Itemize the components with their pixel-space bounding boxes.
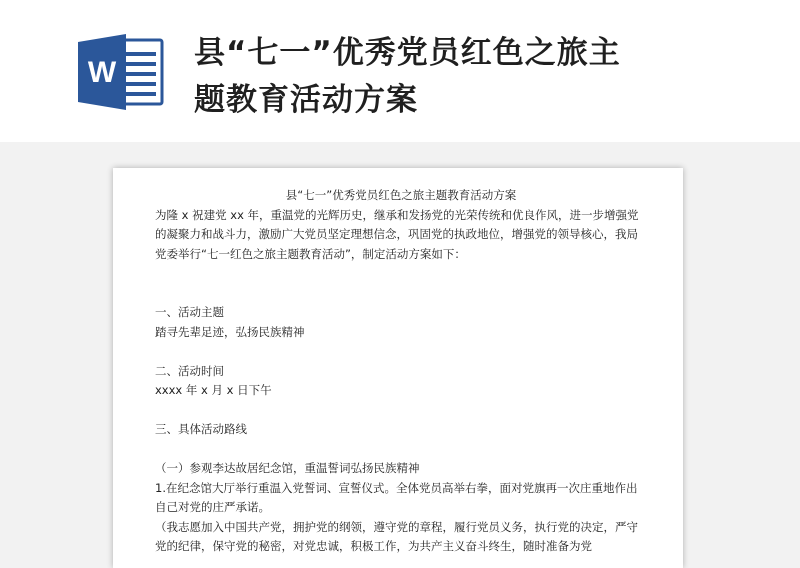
spacer (155, 264, 647, 303)
subsection-1-item-1: 1.在纪念馆大厅举行重温入党誓词、宣誓仪式。全体党员高举右拳，面对党旗再一次庄重地作出自己对党的庄严承诺。 (155, 480, 638, 514)
oath-paragraph: （我志愿加入中国共产党，拥护党的纲领，遵守党的章程，履行党员义务，执行党的决定，严守党的纪律，保守党的秘密，对党忠诚，积极工作，为共产主义奋斗终生，随时准备为党 (155, 519, 638, 553)
page-title (194, 30, 754, 124)
document-body (155, 186, 647, 557)
spacer (155, 342, 647, 362)
spacer (155, 440, 647, 460)
document-title: 县“七一”优秀党员红色之旅主题教育活动方案 (285, 188, 517, 202)
section-1-body: 踏寻先辈足迹，弘扬民族精神 (155, 324, 305, 339)
word-document-icon (76, 32, 164, 112)
section-2-heading: 二、活动时间 (155, 363, 224, 378)
word-icon-letter: W (87, 56, 117, 89)
section-3-heading: 三、具体活动路线 (155, 422, 247, 436)
intro-paragraph: 为隆 x 祝建党 xx 年，重温党的光辉历史，继承和发扬党的光荣传统和优良作风，进一步增强党的凝聚力和战斗力，激励广大党员坚定理想信念，巩固党的执政地位，增强党的领导核心，我局党委举行“七一红色之旅主题教育活动”，制定活动方案如下： (155, 207, 639, 261)
spacer (155, 401, 647, 421)
section-1-heading: 一、活动主题 (155, 305, 224, 319)
subsection-1-heading: （一）参观李达故居纪念馆，重温誓词弘扬民族精神 (155, 461, 420, 475)
document-page (113, 168, 683, 568)
title-line-2: 题教育活动方案 (194, 82, 418, 118)
header (0, 0, 800, 142)
title-line-1: 县“七一”优秀党员红色之旅主 (194, 35, 621, 71)
section-2-body: xxxx 年 x 月 x 日下午 (155, 383, 272, 397)
